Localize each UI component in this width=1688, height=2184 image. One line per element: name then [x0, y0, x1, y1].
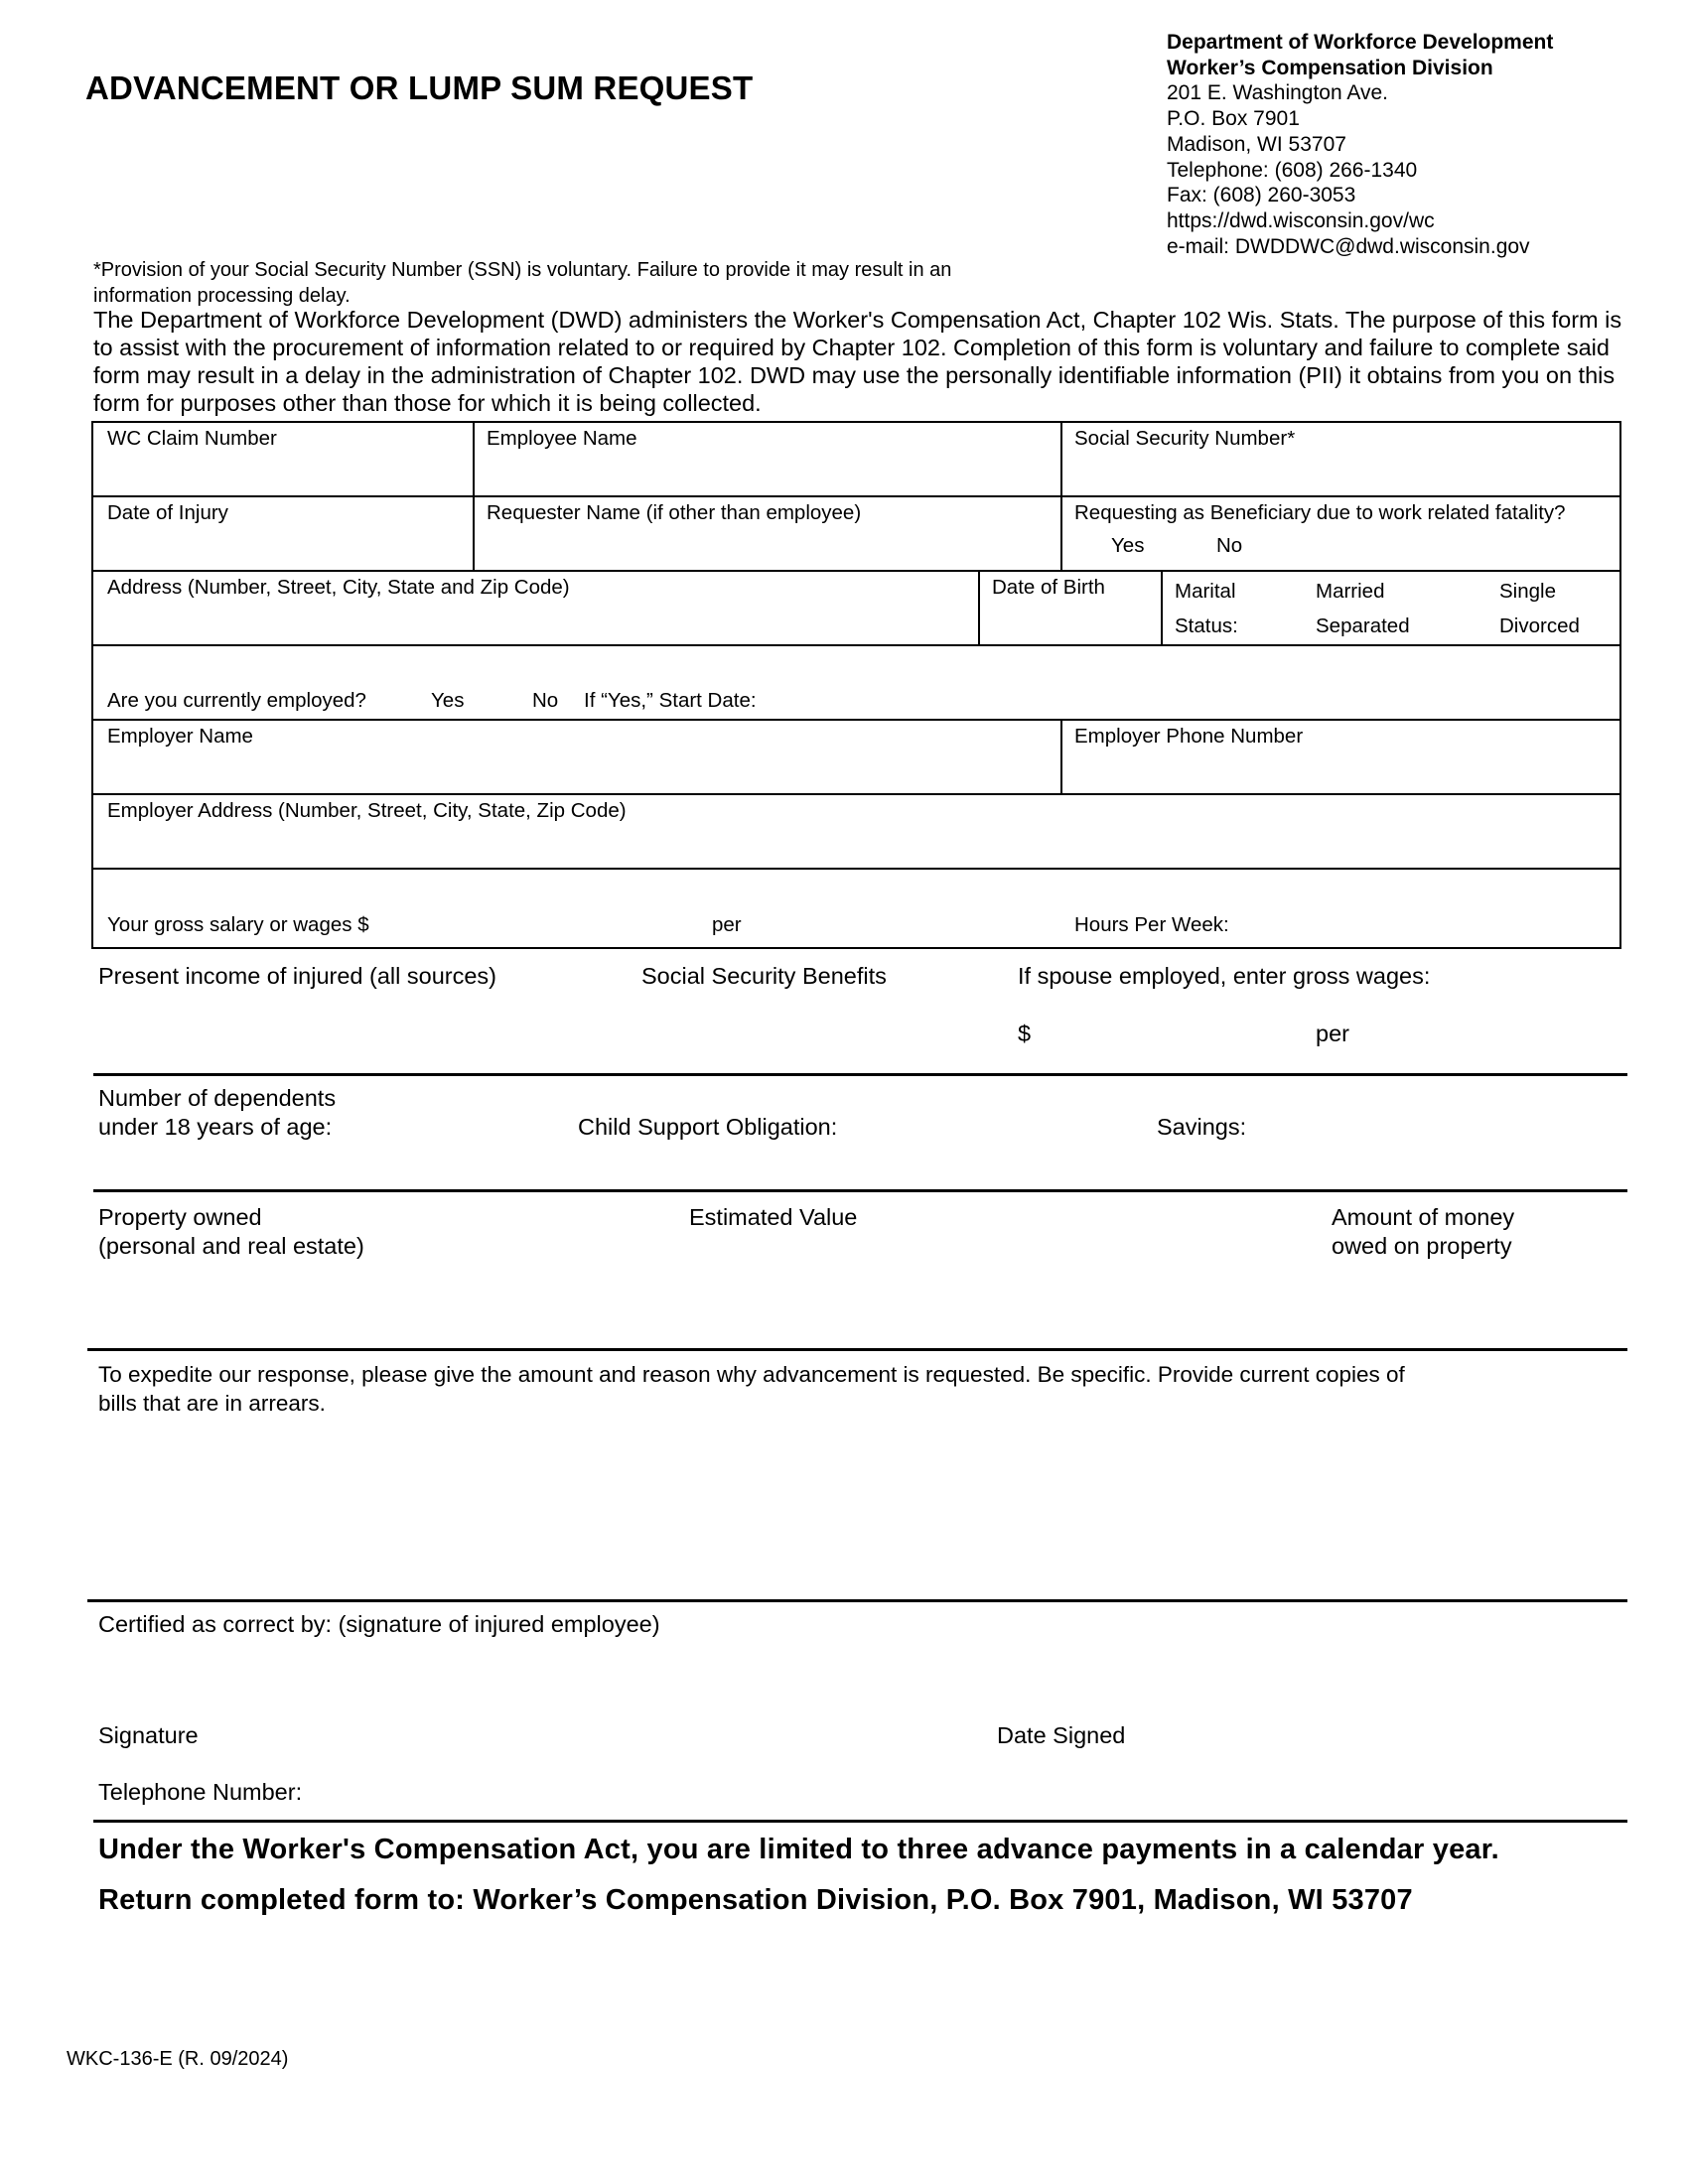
employed-yes-option[interactable]: Yes — [431, 689, 465, 712]
certified-by-label: Certified as correct by: (signature of injured employee) — [98, 1611, 660, 1637]
row-divider — [93, 644, 1619, 646]
marital-label: Marital — [1175, 580, 1236, 603]
division-name: Worker’s Compensation Division — [1167, 56, 1493, 79]
employed-no-option[interactable]: No — [532, 689, 559, 712]
dependents-label-line-2: under 18 years of age: — [98, 1114, 333, 1140]
column-divider — [1060, 719, 1062, 793]
beneficiary-no-option[interactable]: No — [1216, 534, 1243, 557]
row-divider — [93, 495, 1619, 497]
hours-per-week-field[interactable]: Hours Per Week: — [1074, 913, 1229, 936]
gross-salary-field[interactable]: Your gross salary or wages $ — [107, 913, 369, 936]
wc-claim-number-field[interactable]: WC Claim Number — [107, 427, 277, 450]
ssn-note-line-1: *Provision of your Social Security Number (SSN) is voluntary. Failure to provide it may result in an — [93, 259, 952, 281]
agency-city: Madison, WI 53707 — [1167, 132, 1346, 156]
row-divider — [93, 570, 1619, 572]
marital-status-label: Status: — [1175, 614, 1238, 637]
section-rule — [93, 1189, 1627, 1192]
employer-address-field[interactable]: Employer Address (Number, Street, City, State, Zip Code) — [107, 799, 627, 822]
social-security-benefits-field[interactable]: Social Security Benefits — [641, 963, 887, 989]
employment-start-date-field[interactable]: If “Yes,” Start Date: — [584, 689, 757, 712]
agency-po-box: P.O. Box 7901 — [1167, 107, 1300, 131]
ssn-note-line-2: information processing delay. — [93, 285, 351, 307]
row-divider — [93, 868, 1619, 870]
row-divider — [93, 719, 1619, 721]
property-owned-field[interactable] — [98, 1203, 364, 1261]
agency-website[interactable]: https://dwd.wisconsin.gov/wc — [1167, 208, 1435, 232]
amount-owed-field[interactable] — [1332, 1203, 1514, 1261]
requester-name-field[interactable]: Requester Name (if other than employee) — [487, 501, 862, 524]
beneficiary-question: Requesting as Beneficiary due to work related fatality? — [1074, 501, 1566, 524]
dependents-label-line-1: Number of dependents — [98, 1085, 337, 1111]
spouse-wages-amount-field[interactable]: $ — [1018, 1021, 1032, 1046]
amount-owed-line-1: Amount of money — [1332, 1204, 1515, 1230]
agency-fax: Fax: (608) 260-3053 — [1167, 184, 1356, 207]
ssn-field[interactable]: Social Security Number* — [1074, 427, 1296, 450]
dependents-field[interactable] — [98, 1084, 336, 1142]
column-divider — [1161, 570, 1163, 644]
agency-email[interactable]: e-mail: DWDDWC@dwd.wisconsin.gov — [1167, 234, 1530, 258]
marital-single-option[interactable]: Single — [1499, 580, 1556, 603]
form-title: ADVANCEMENT OR LUMP SUM REQUEST — [85, 69, 754, 106]
telephone-number-field[interactable]: Telephone Number: — [98, 1779, 303, 1805]
agency-address-block — [1167, 30, 1553, 259]
date-of-injury-field[interactable]: Date of Injury — [107, 501, 228, 524]
property-owned-line-2: (personal and real estate) — [98, 1233, 364, 1259]
advance-limit-notice: Under the Worker's Compensation Act, you are limited to three advance payments in a calendar year. — [98, 1834, 1499, 1865]
child-support-field[interactable]: Child Support Obligation: — [578, 1114, 838, 1140]
salary-per-field[interactable]: per — [712, 913, 742, 936]
section-rule — [87, 1599, 1627, 1602]
column-divider — [978, 570, 980, 644]
estimated-value-field[interactable]: Estimated Value — [689, 1204, 858, 1230]
reason-instruction-line-1: To expedite our response, please give the amount and reason why advancement is requested. Be specific. Provide current copies of — [98, 1362, 1405, 1387]
employer-name-field[interactable]: Employer Name — [107, 725, 253, 748]
return-address-notice: Return completed form to: Worker’s Compensation Division, P.O. Box 7901, Madison, WI 53707 — [98, 1884, 1413, 1916]
marital-divorced-option[interactable]: Divorced — [1499, 614, 1580, 637]
employer-phone-field[interactable]: Employer Phone Number — [1074, 725, 1304, 748]
section-rule — [93, 1820, 1627, 1823]
address-field[interactable]: Address (Number, Street, City, State and Zip Code) — [107, 576, 570, 599]
column-divider — [1060, 423, 1062, 570]
claimant-info-table — [91, 421, 1621, 949]
spouse-wages-label: If spouse employed, enter gross wages: — [1018, 963, 1431, 989]
signature-field[interactable]: Signature — [98, 1722, 199, 1748]
spouse-wages-per-field[interactable]: per — [1316, 1021, 1349, 1046]
row-divider — [93, 793, 1619, 795]
form-number: WKC-136-E (R. 09/2024) — [67, 2048, 289, 2070]
reason-instruction-line-2: bills that are in arrears. — [98, 1391, 326, 1416]
employed-question: Are you currently employed? — [107, 689, 366, 712]
agency-street: 201 E. Washington Ave. — [1167, 81, 1388, 105]
present-income-field[interactable]: Present income of injured (all sources) — [98, 963, 496, 989]
marital-separated-option[interactable]: Separated — [1316, 614, 1410, 637]
marital-married-option[interactable]: Married — [1316, 580, 1385, 603]
section-rule — [93, 1073, 1627, 1076]
column-divider — [473, 423, 475, 570]
agency-name: Department of Workforce Development — [1167, 31, 1554, 54]
amount-owed-line-2: owed on property — [1332, 1233, 1512, 1259]
advancement-reason-field[interactable] — [98, 1360, 1405, 1418]
employee-name-field[interactable]: Employee Name — [487, 427, 637, 450]
property-owned-line-1: Property owned — [98, 1204, 262, 1230]
ssn-voluntary-note — [93, 257, 951, 309]
privacy-notice: The Department of Workforce Development (DWD) administers the Worker's Compensation Act, Chapter 102 Wis. Stats. The purpose of this form is to assist with the procurement of information related to or required by Chapter 102. Completion of this form is voluntary and failure to complete said form may result in a delay in the administration of Chapter 102. DWD may use the personally identifiable information (PII) it obtains from you on this form for purposes other than those for which it is being collected. — [93, 307, 1622, 416]
section-rule — [87, 1348, 1627, 1351]
date-of-birth-field[interactable]: Date of Birth — [992, 576, 1105, 599]
agency-telephone: Telephone: (608) 266-1340 — [1167, 158, 1418, 182]
beneficiary-yes-option[interactable]: Yes — [1111, 534, 1145, 557]
date-signed-field[interactable]: Date Signed — [997, 1722, 1126, 1748]
savings-field[interactable]: Savings: — [1157, 1114, 1247, 1140]
